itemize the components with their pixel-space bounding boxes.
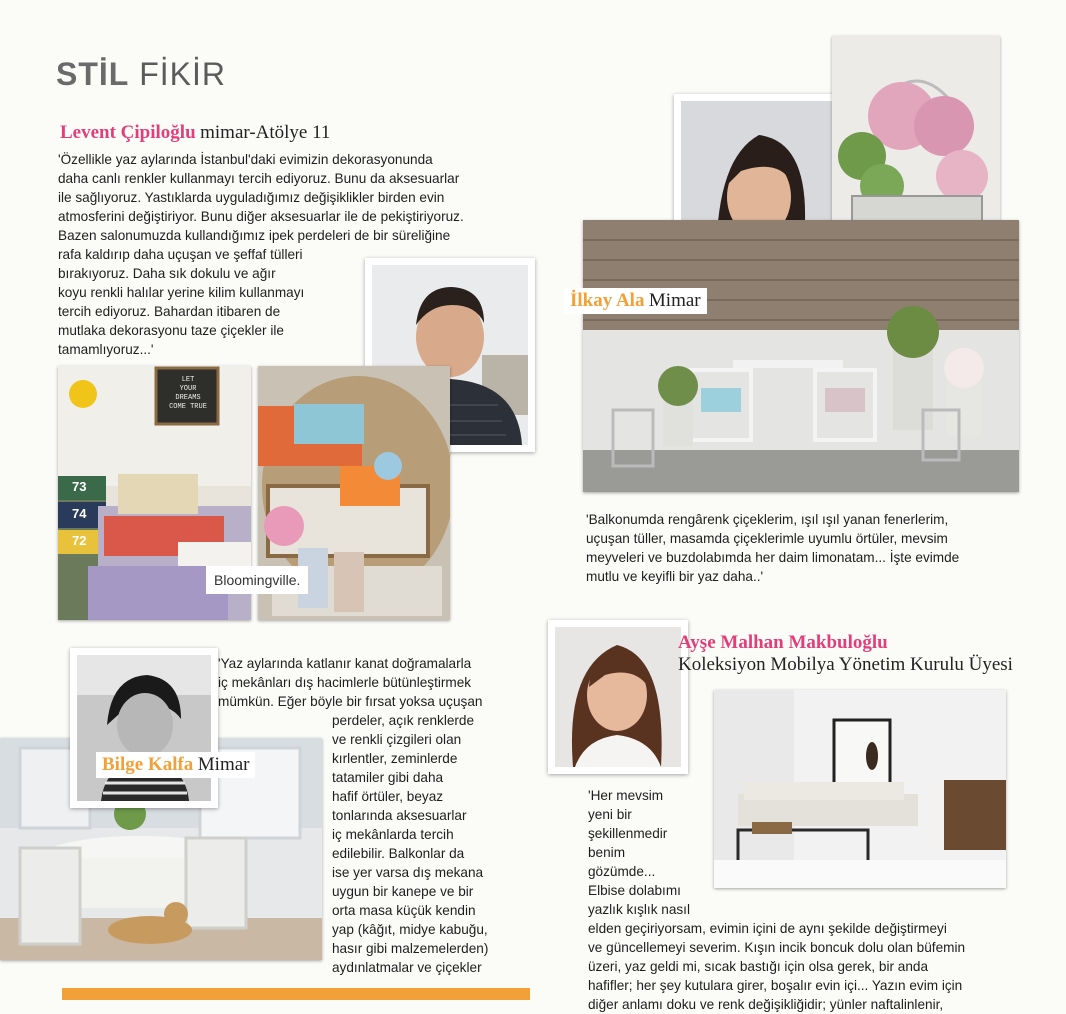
quote-line: şekillenmedir [588, 826, 668, 841]
quote-line: benim [588, 845, 626, 860]
ilkay-heading [564, 288, 707, 314]
quote-line: Elbise dolabımı [588, 883, 681, 898]
bilge-quote-body [332, 711, 522, 977]
quote-line: mümkün. Eğer böyle bir fırsat yoksa uçuşan [218, 694, 483, 709]
quote-line: yazlık kışlık nasıl [588, 902, 690, 917]
quote-line: edilebilir. Balkonlar da [332, 846, 465, 861]
quote-line: tonlarında aksesuarlar [332, 808, 467, 823]
levent-name: Levent Çipiloğlu [60, 122, 196, 143]
quote-line: perdeler, açık renklerde [332, 713, 475, 728]
quote-line: gözümde... [588, 864, 656, 879]
drawer-number: 72 [72, 533, 87, 548]
quote-line: 'Özellikle yaz aylarında İstanbul'daki evimizin dekorasyonunda [58, 152, 433, 167]
quote-line: ve renkli çizgileri olan [332, 732, 462, 747]
bilge-role: Mimar [197, 754, 250, 775]
chalkboard-line: LET [181, 376, 195, 384]
quote-line: mutlu ve keyifli bir yaz daha..' [586, 569, 764, 584]
chalkboard-text [168, 376, 208, 412]
quote-line: elden geçiriyorsam, evimin içini de aynı şekilde değiştirmeyi [588, 921, 947, 936]
ayse-portrait-image [555, 627, 681, 767]
quote-line: uygun bir kanepe ve bir [332, 884, 474, 899]
quote-line: iç mekânlarda tercih [332, 827, 454, 842]
balcony-image [583, 220, 1019, 492]
ayse-name: Ayşe Malhan Makbuloğlu [678, 632, 888, 653]
ilkay-name: İlkay Ala [570, 290, 645, 311]
quote-line: 'Her mevsim [588, 788, 664, 803]
quote-line: 'Balkonumda rengârenk çiçeklerim, ışıl ışıl yanan fenerlerim, [586, 512, 949, 527]
quote-line: aydınlatmalar ve çiçekler [332, 960, 482, 975]
quote-line: uçuşan tüller, masamda çiçeklerimle uyumlu örtüler, mevsim [586, 531, 948, 546]
quote-line: atmosferini değiştiriyor. Bunu diğer aksesuarlar ile de pekiştiriyoruz. [58, 209, 464, 224]
quote-line: hafif örtüler, beyaz [332, 789, 444, 804]
ayse-role: Koleksiyon Mobilya Yönetim Kurulu Üyesi [678, 654, 1013, 675]
bilge-heading [96, 752, 255, 778]
quote-line: rafa kaldırıp daha uçuşan ve şeffaf tülleri [58, 247, 303, 262]
quote-line: 'Yaz aylarında katlanır kanat doğramalarla [218, 656, 472, 671]
quote-line: yap (kâğıt, midye kabuğu, [332, 922, 488, 937]
quote-line: bırakıyoruz. Daha sık dokulu ve ağır [58, 266, 276, 281]
bilge-quote-top [218, 654, 518, 711]
section-title [56, 56, 226, 93]
quote-line: daha canlı renkler kullanmayı tercih ediyoruz. Bunu da aksesuarlar [58, 171, 460, 186]
quote-line: orta masa küçük kendin [332, 903, 476, 918]
quote-line: yeni bir [588, 807, 632, 822]
chalkboard-line: YOUR DREAMS [175, 385, 201, 402]
quote-line: meyveleri ve buzdolabımda her daim limonatam... İşte evimde [586, 550, 960, 565]
quote-line: hafifler; her şey kutulara girer, boşalır evin içi... Yazın evim için [588, 978, 963, 993]
quote-line: üzeri, yaz geldi mi, sıcak bastığı için olsa gerek, bir anda [588, 959, 929, 974]
livingroom-image [714, 690, 1006, 888]
ayse-quote-top [588, 786, 708, 919]
quote-line: tatamiler gibi daha [332, 770, 444, 785]
orange-accent-bar [62, 988, 530, 1000]
levent-heading [60, 122, 330, 144]
quote-line: mutlaka dekorasyonu taze çiçekler ile [58, 323, 284, 338]
drawer-number: 73 [72, 479, 87, 494]
quote-line: tercih ediyoruz. Bahardan itibaren de [58, 304, 281, 319]
quote-line: kırlentler, zeminlerde [332, 751, 458, 766]
quote-line: koyu renkli halılar yerine kilim kullanmayı [58, 285, 305, 300]
quote-line: ise yer varsa dış mekana [332, 865, 484, 880]
bilge-name: Bilge Kalfa [102, 754, 194, 775]
balcony-photo [583, 220, 1019, 492]
quote-line: tamamlıyoruz...' [58, 342, 154, 357]
livingroom-photo [714, 690, 1006, 888]
ayse-portrait [548, 620, 688, 774]
drawer-number: 74 [72, 506, 87, 521]
ilkay-quote [586, 510, 1026, 586]
section-title-bold: STİL [56, 56, 130, 92]
quote-line: ile sağlıyoruz. Yastıklarda uyguladığımız değişiklikler birden evin [58, 190, 445, 205]
photo-caption: Bloomingville. [206, 566, 308, 594]
quote-line: iç mekânları dış hacimlerle bütünleştirmek [218, 675, 472, 690]
bilge-portrait [70, 648, 218, 808]
quote-line: Bazen salonumuzda kullandığımız ipek perdeleri de bir süreliğine [58, 228, 451, 243]
ayse-heading [678, 632, 1013, 676]
bilge-portrait-image [77, 655, 211, 801]
ilkay-role: Mimar [648, 290, 701, 311]
levent-role: mimar-Atölye 11 [200, 122, 331, 143]
quote-line: diğer anlamı doku ve renk değişikliğidir; yünler naftalinlenir, [588, 997, 944, 1012]
chalkboard-line: COME TRUE [169, 403, 207, 411]
quote-line: ve güncellemeyi severim. Kışın incik boncuk dolu olan büfemin [588, 940, 966, 955]
section-title-light: FİKİR [139, 56, 226, 92]
quote-line: hasır gibi malzemelerden) [332, 941, 489, 956]
